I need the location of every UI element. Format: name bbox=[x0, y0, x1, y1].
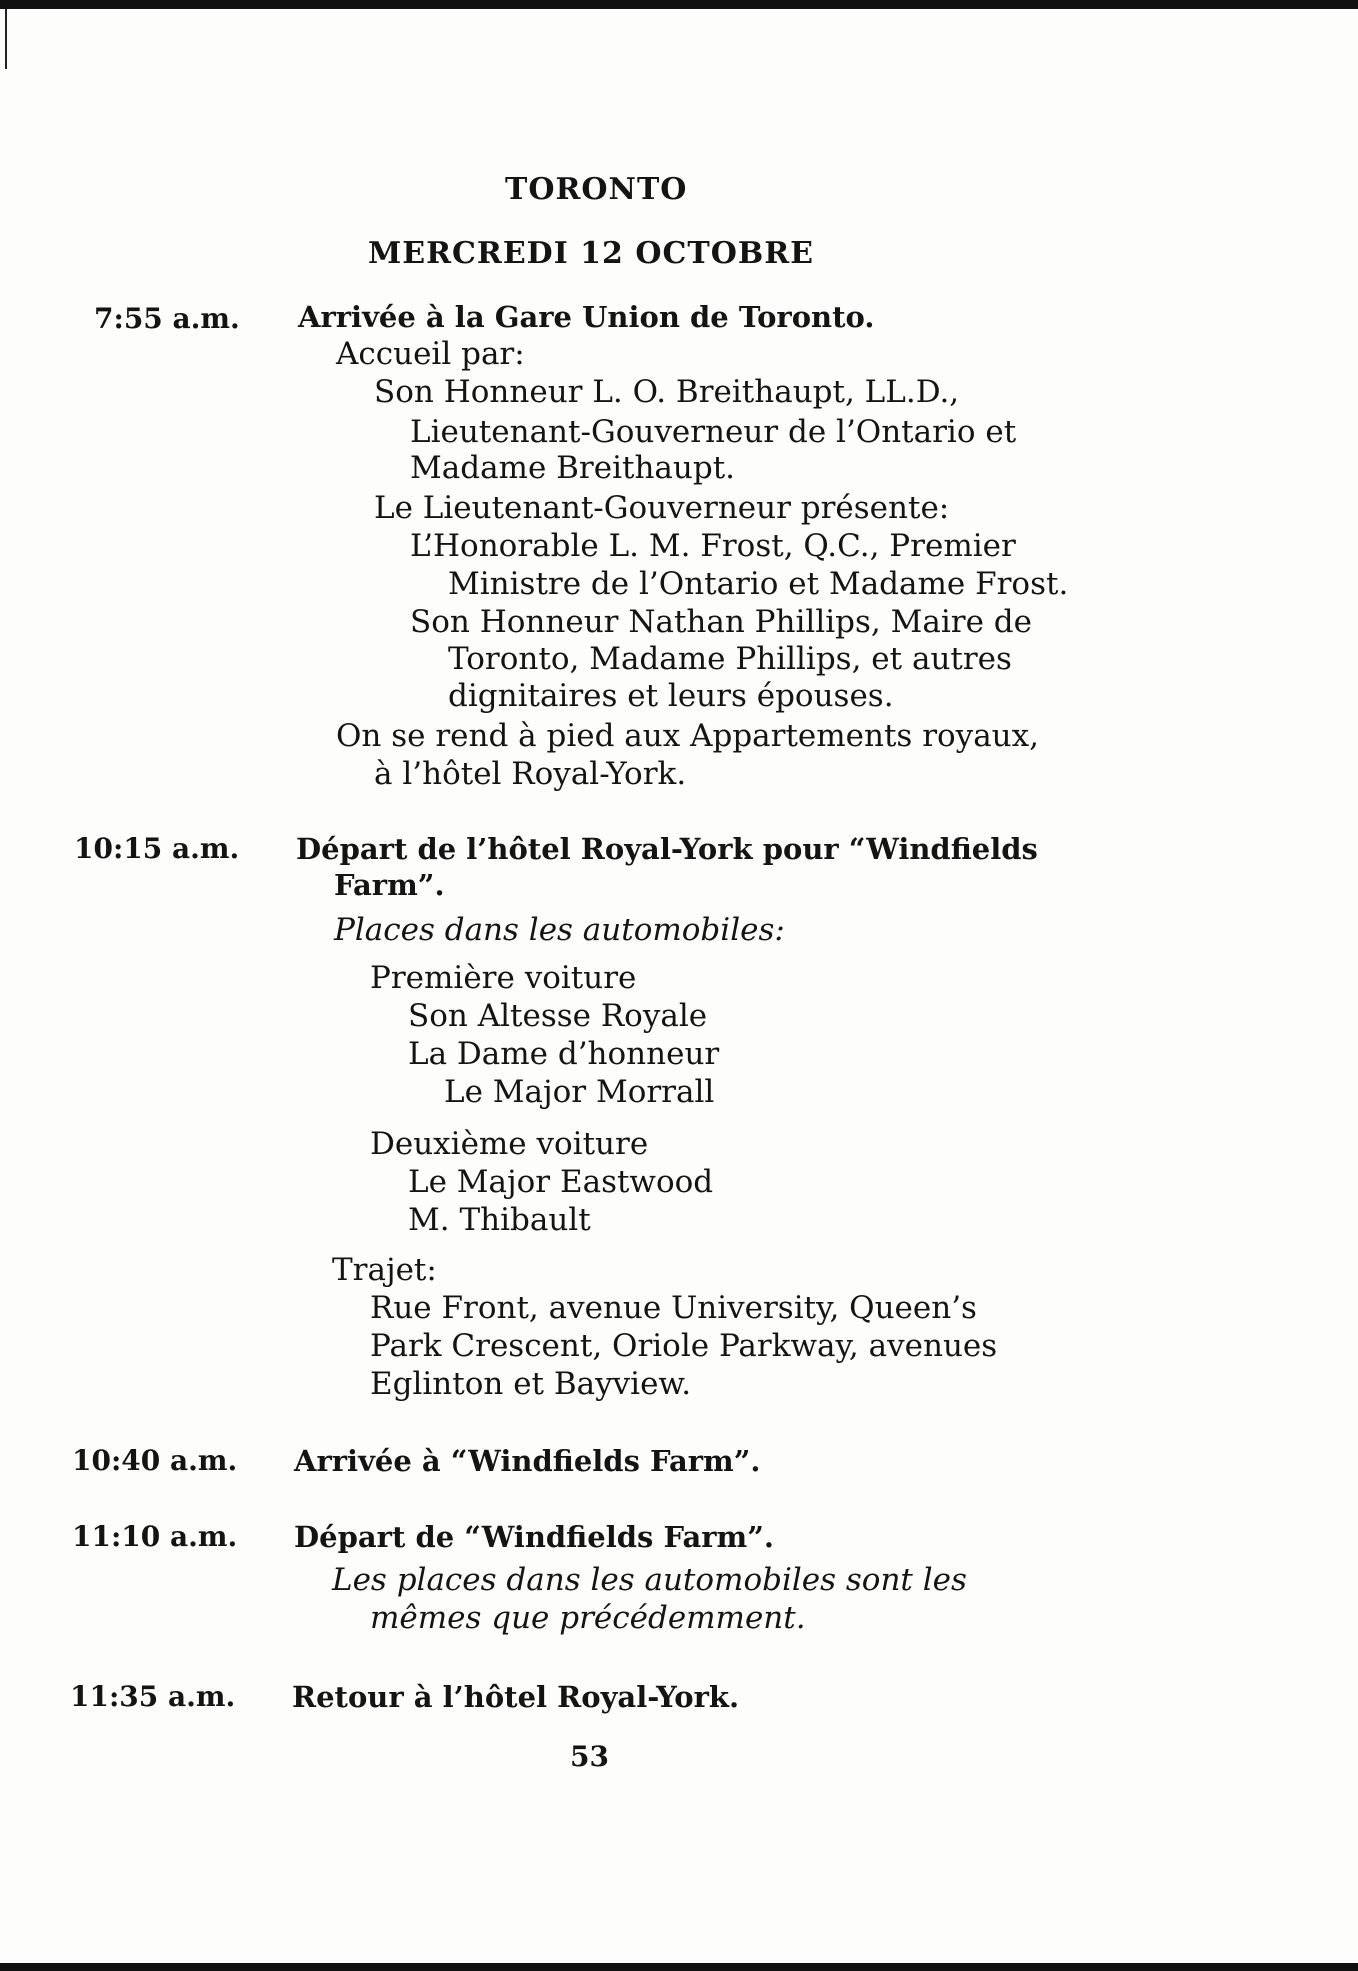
entry-line: Le Lieutenant-Gouverneur présente: bbox=[374, 490, 950, 526]
entry-title: Arrivée à “Windfields Farm”. bbox=[294, 1444, 761, 1478]
entry-line: L’Honorable L. M. Frost, Q.C., Premier bbox=[410, 528, 1016, 564]
entry-line: Accueil par: bbox=[336, 336, 525, 372]
entry-line: Toronto, Madame Phillips, et autres bbox=[448, 641, 1012, 677]
entry-line: Son Honneur Nathan Phillips, Maire de bbox=[410, 604, 1032, 640]
entry-line: On se rend à pied aux Appartements royaux, bbox=[336, 718, 1039, 754]
entry-line: Park Crescent, Oriole Parkway, avenues bbox=[370, 1328, 998, 1364]
entry-line: Places dans les automobiles: bbox=[334, 912, 785, 948]
date-heading: MERCREDI 12 OCTOBRE bbox=[368, 236, 814, 271]
entry-line: Le Major Eastwood bbox=[408, 1164, 714, 1200]
entry-line: à l’hôtel Royal-York. bbox=[374, 756, 687, 792]
entry-line: Son Altesse Royale bbox=[408, 998, 708, 1034]
entry-line: M. Thibault bbox=[408, 1202, 591, 1238]
entry-line: Deuxième voiture bbox=[370, 1126, 649, 1162]
entry-time: 10:15 a.m. bbox=[74, 832, 240, 865]
entry-line: Le Major Morrall bbox=[444, 1074, 715, 1110]
entry-line: Madame Breithaupt. bbox=[410, 450, 736, 486]
entry-line: Les places dans les automobiles sont les bbox=[332, 1562, 967, 1598]
entry-line: La Dame d’honneur bbox=[408, 1036, 720, 1072]
entry-line-justified bbox=[374, 374, 1124, 410]
entry-line: Rue Front, avenue University, Queen’s bbox=[370, 1290, 977, 1326]
page-number: 53 bbox=[570, 1740, 609, 1773]
entry-line: dignitaires et leurs épouses. bbox=[448, 678, 894, 714]
entry-line: Ministre de l’Ontario et Madame Frost. bbox=[448, 566, 1069, 602]
entry-title: Départ de “Windfields Farm”. bbox=[294, 1520, 774, 1554]
entry-time: 10:40 a.m. bbox=[72, 1444, 238, 1477]
text-segment: Son Honneur L. O. Breithaupt, LL.D., bbox=[374, 374, 960, 410]
city-heading: TORONTO bbox=[505, 172, 688, 207]
entry-line: Première voiture bbox=[370, 960, 637, 996]
entry-title: Retour à l’hôtel Royal-York. bbox=[292, 1680, 740, 1714]
entry-time: 11:35 a.m. bbox=[70, 1680, 236, 1713]
entry-title-continued: Farm”. bbox=[334, 868, 445, 902]
entry-line: mêmes que précédemment. bbox=[370, 1600, 806, 1636]
entry-title: Départ de l’hôtel Royal-York pour “Windfields bbox=[296, 832, 1038, 866]
entry-line: Eglinton et Bayview. bbox=[370, 1366, 692, 1402]
scan-top-edge bbox=[0, 0, 1358, 9]
entry-time: 7:55 a.m. bbox=[94, 302, 240, 335]
entry-line: Lieutenant-Gouverneur de l’Ontario et bbox=[410, 414, 1017, 450]
entry-title: Arrivée à la Gare Union de Toronto. bbox=[298, 300, 875, 334]
scan-left-edge bbox=[5, 9, 7, 69]
scan-bottom-edge bbox=[0, 1963, 1358, 1971]
entry-time: 11:10 a.m. bbox=[72, 1520, 238, 1553]
entry-line: Trajet: bbox=[332, 1252, 437, 1288]
